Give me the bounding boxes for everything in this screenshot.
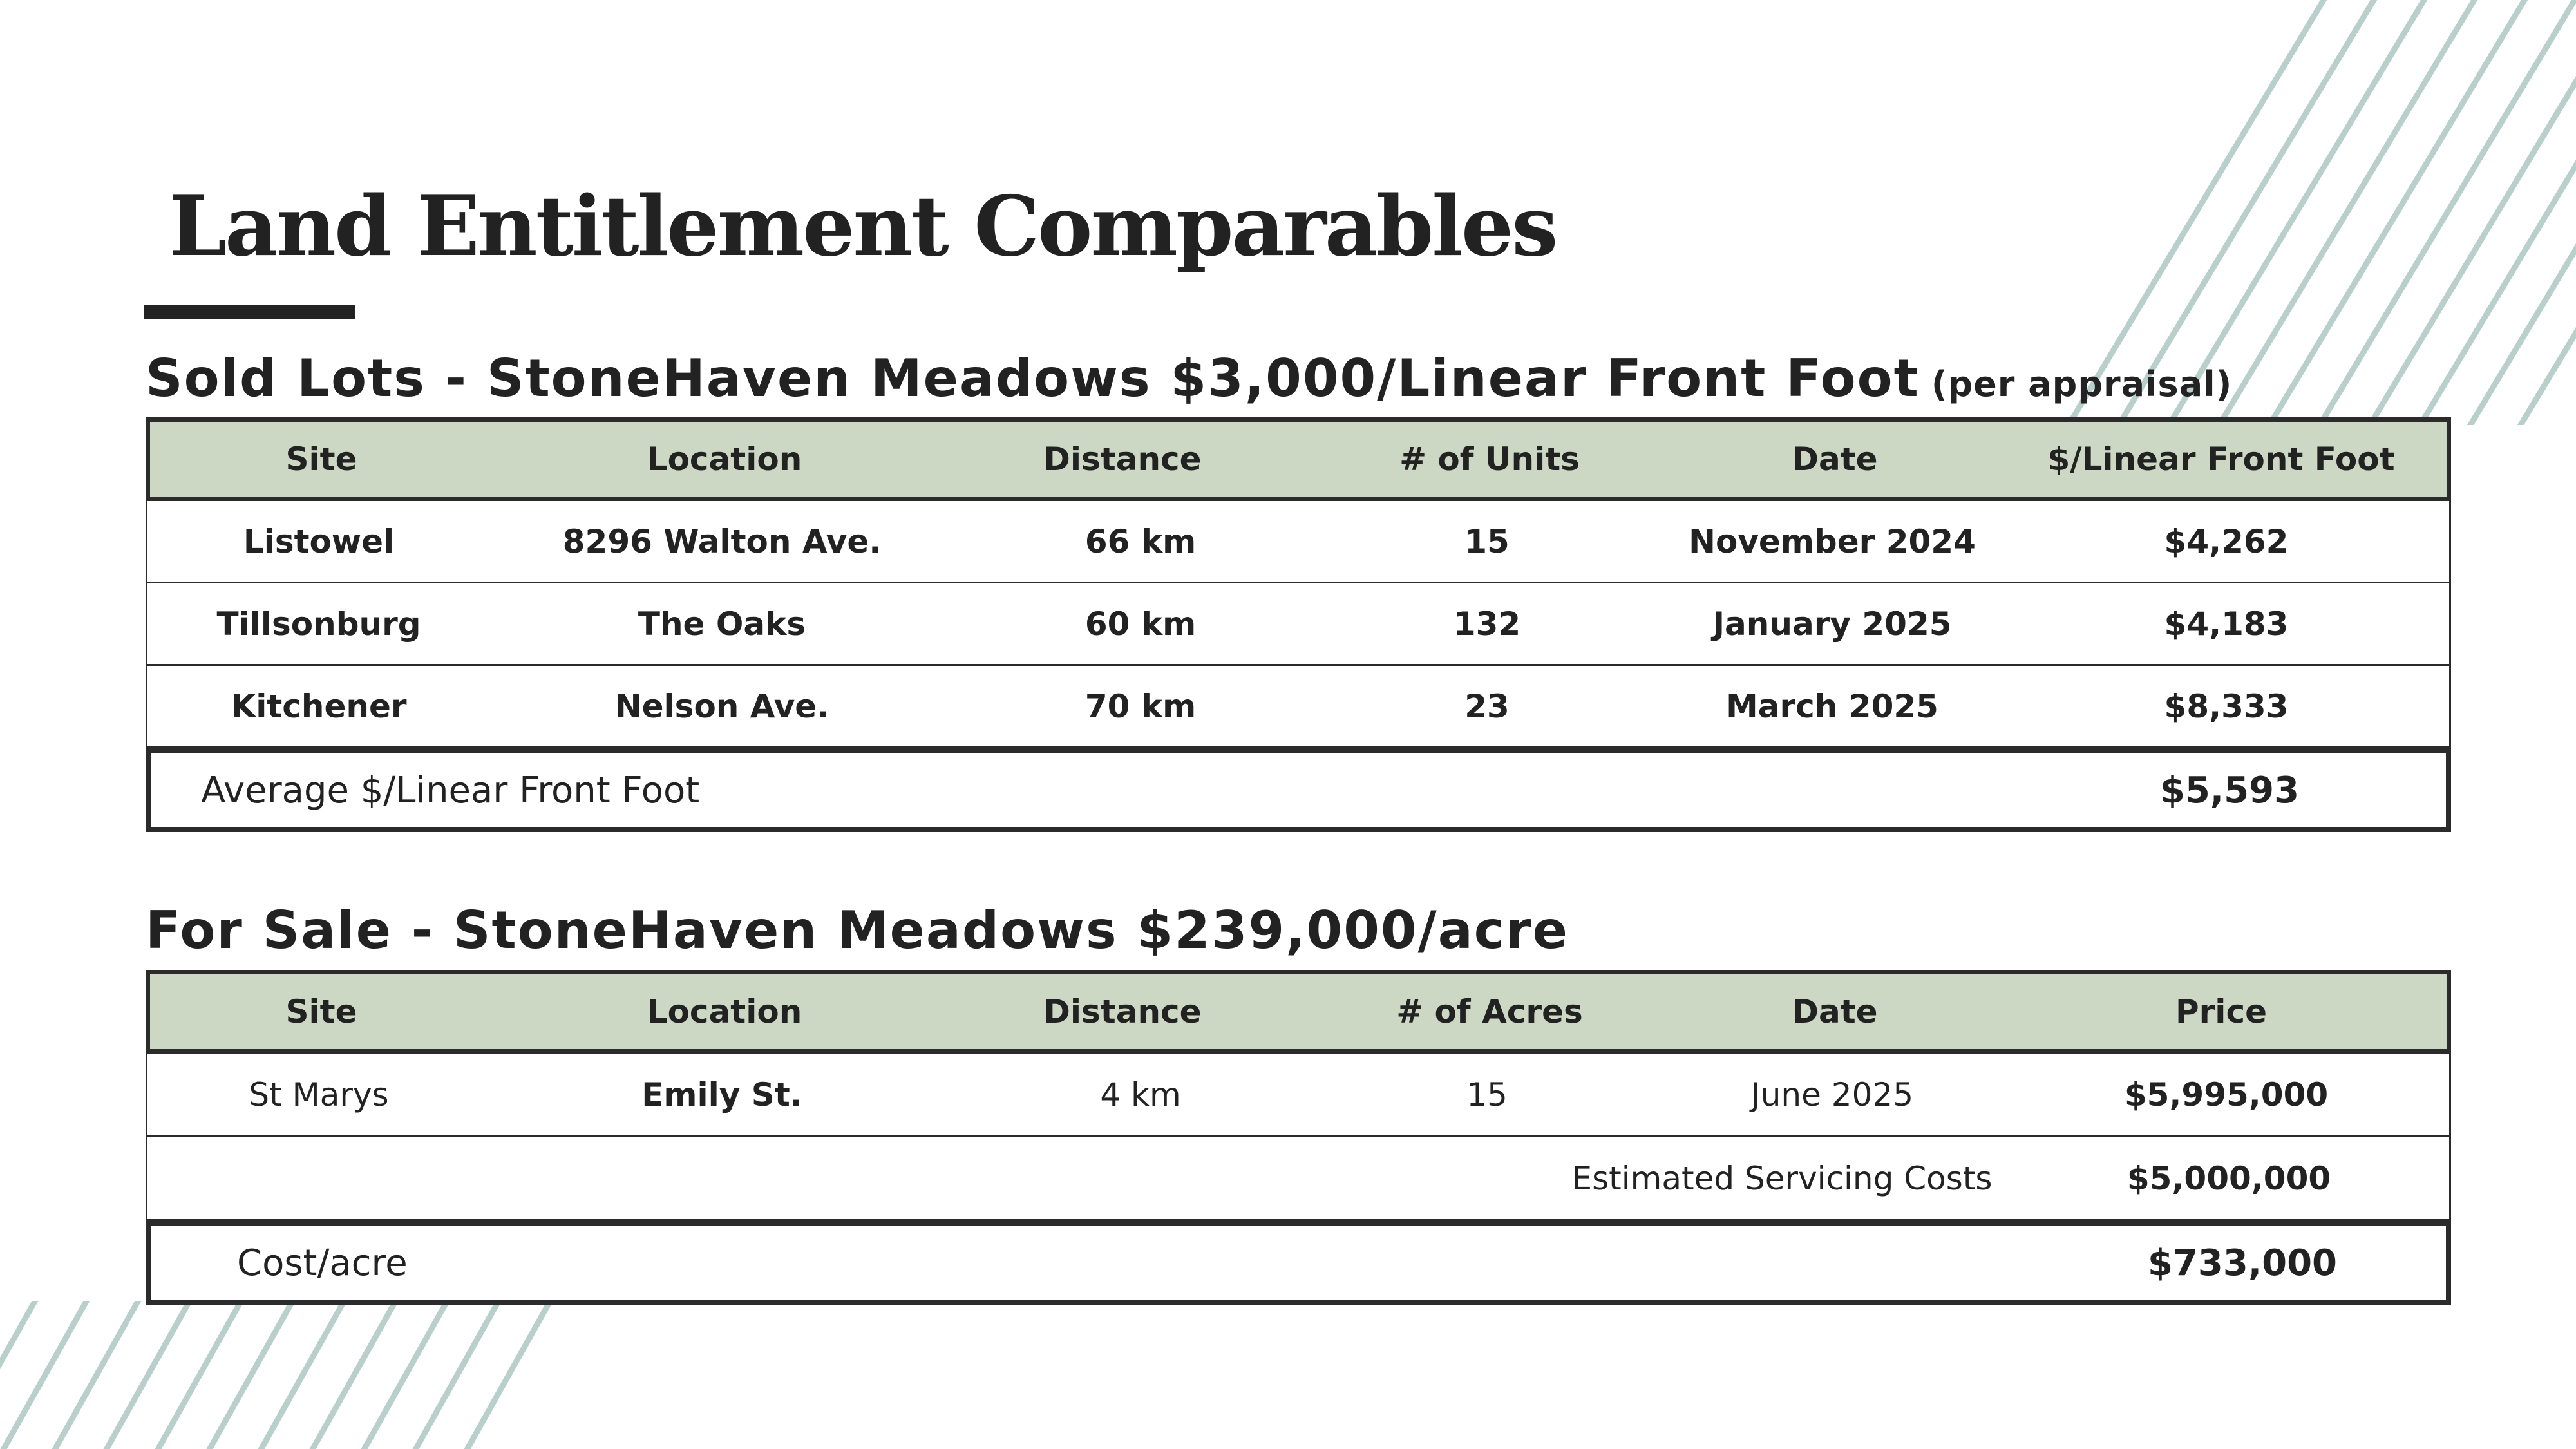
cell-value: $4,262: [2164, 522, 2289, 560]
cell-date: January 2025: [1712, 605, 1952, 643]
cost-per-acre-value: $733,000: [2147, 1242, 2338, 1284]
for-sale-heading: For Sale - StoneHaven Meadows $239,000/acre: [146, 900, 1569, 960]
cell-location: Emily St.: [641, 1075, 802, 1113]
cell-value: $4,183: [2164, 605, 2289, 643]
cell-location: The Oaks: [638, 605, 806, 643]
column-header-units: # of Units: [1399, 440, 1580, 478]
cell-location: Nelson Ave.: [614, 687, 829, 725]
cell-site: St Marys: [249, 1075, 389, 1113]
column-header-site: Site: [285, 993, 357, 1030]
sold-lots-header-row: [146, 417, 2451, 501]
cell-price: $5,995,000: [2124, 1075, 2329, 1113]
cell-distance: 66 km: [1084, 522, 1197, 560]
table-row: [146, 501, 2451, 583]
for-sale-header-row: [146, 970, 2451, 1054]
for-sale-table: [146, 970, 2451, 1305]
cost-per-acre-row: [146, 1221, 2451, 1305]
column-header-location: Location: [647, 440, 802, 478]
column-header-acres: # of Acres: [1396, 993, 1583, 1030]
cell-value: $8,333: [2164, 687, 2289, 725]
cell-distance: 4 km: [1100, 1075, 1181, 1113]
page-title: Land Entitlement Comparables: [169, 178, 1557, 275]
cell-units: 15: [1464, 522, 1510, 560]
column-header-value: $/Linear Front Foot: [2047, 440, 2395, 478]
title-underline: [144, 305, 355, 319]
sold-lots-table: [146, 417, 2451, 832]
cost-per-acre-label: Cost/acre: [237, 1242, 408, 1284]
cell-distance: 70 km: [1084, 687, 1197, 725]
column-header-date: Date: [1792, 440, 1878, 478]
servicing-costs-value: $5,000,000: [2126, 1159, 2331, 1197]
decorative-stripes-bottom-left: [0, 1301, 580, 1449]
column-header-location: Location: [647, 993, 802, 1030]
table-row: [146, 1054, 2451, 1137]
cell-site: Tillsonburg: [216, 605, 421, 643]
table-row: [146, 666, 2451, 748]
column-header-distance: Distance: [1043, 440, 1202, 478]
cell-units: 132: [1453, 605, 1521, 643]
cell-date: March 2025: [1726, 687, 1938, 725]
sold-lots-average-row: [146, 748, 2451, 832]
average-value: $5,593: [2159, 769, 2300, 811]
sold-lots-heading: [146, 348, 2233, 408]
servicing-costs-row: [146, 1137, 2451, 1221]
column-header-price: Price: [2175, 993, 2267, 1030]
sold-lots-heading-text: Sold Lots - StoneHaven Meadows $3,000/Linear Front Foot: [146, 348, 1920, 408]
column-header-distance: Distance: [1043, 993, 1202, 1030]
column-header-date: Date: [1792, 993, 1878, 1030]
cell-distance: 60 km: [1084, 605, 1197, 643]
sold-lots-heading-note: (per appraisal): [1931, 364, 2233, 404]
cell-units: 23: [1464, 687, 1510, 725]
average-label: Average $/Linear Front Foot: [201, 769, 700, 811]
table-row: [146, 583, 2451, 666]
cell-acres: 15: [1466, 1075, 1508, 1113]
cell-site: Listowel: [243, 522, 395, 560]
cell-date: June 2025: [1750, 1075, 1914, 1113]
cell-location: 8296 Walton Ave.: [562, 522, 882, 560]
column-header-site: Site: [285, 440, 357, 478]
cell-date: November 2024: [1689, 522, 1976, 560]
cell-site: Kitchener: [231, 687, 407, 725]
servicing-costs-label: Estimated Servicing Costs: [1571, 1159, 1993, 1197]
